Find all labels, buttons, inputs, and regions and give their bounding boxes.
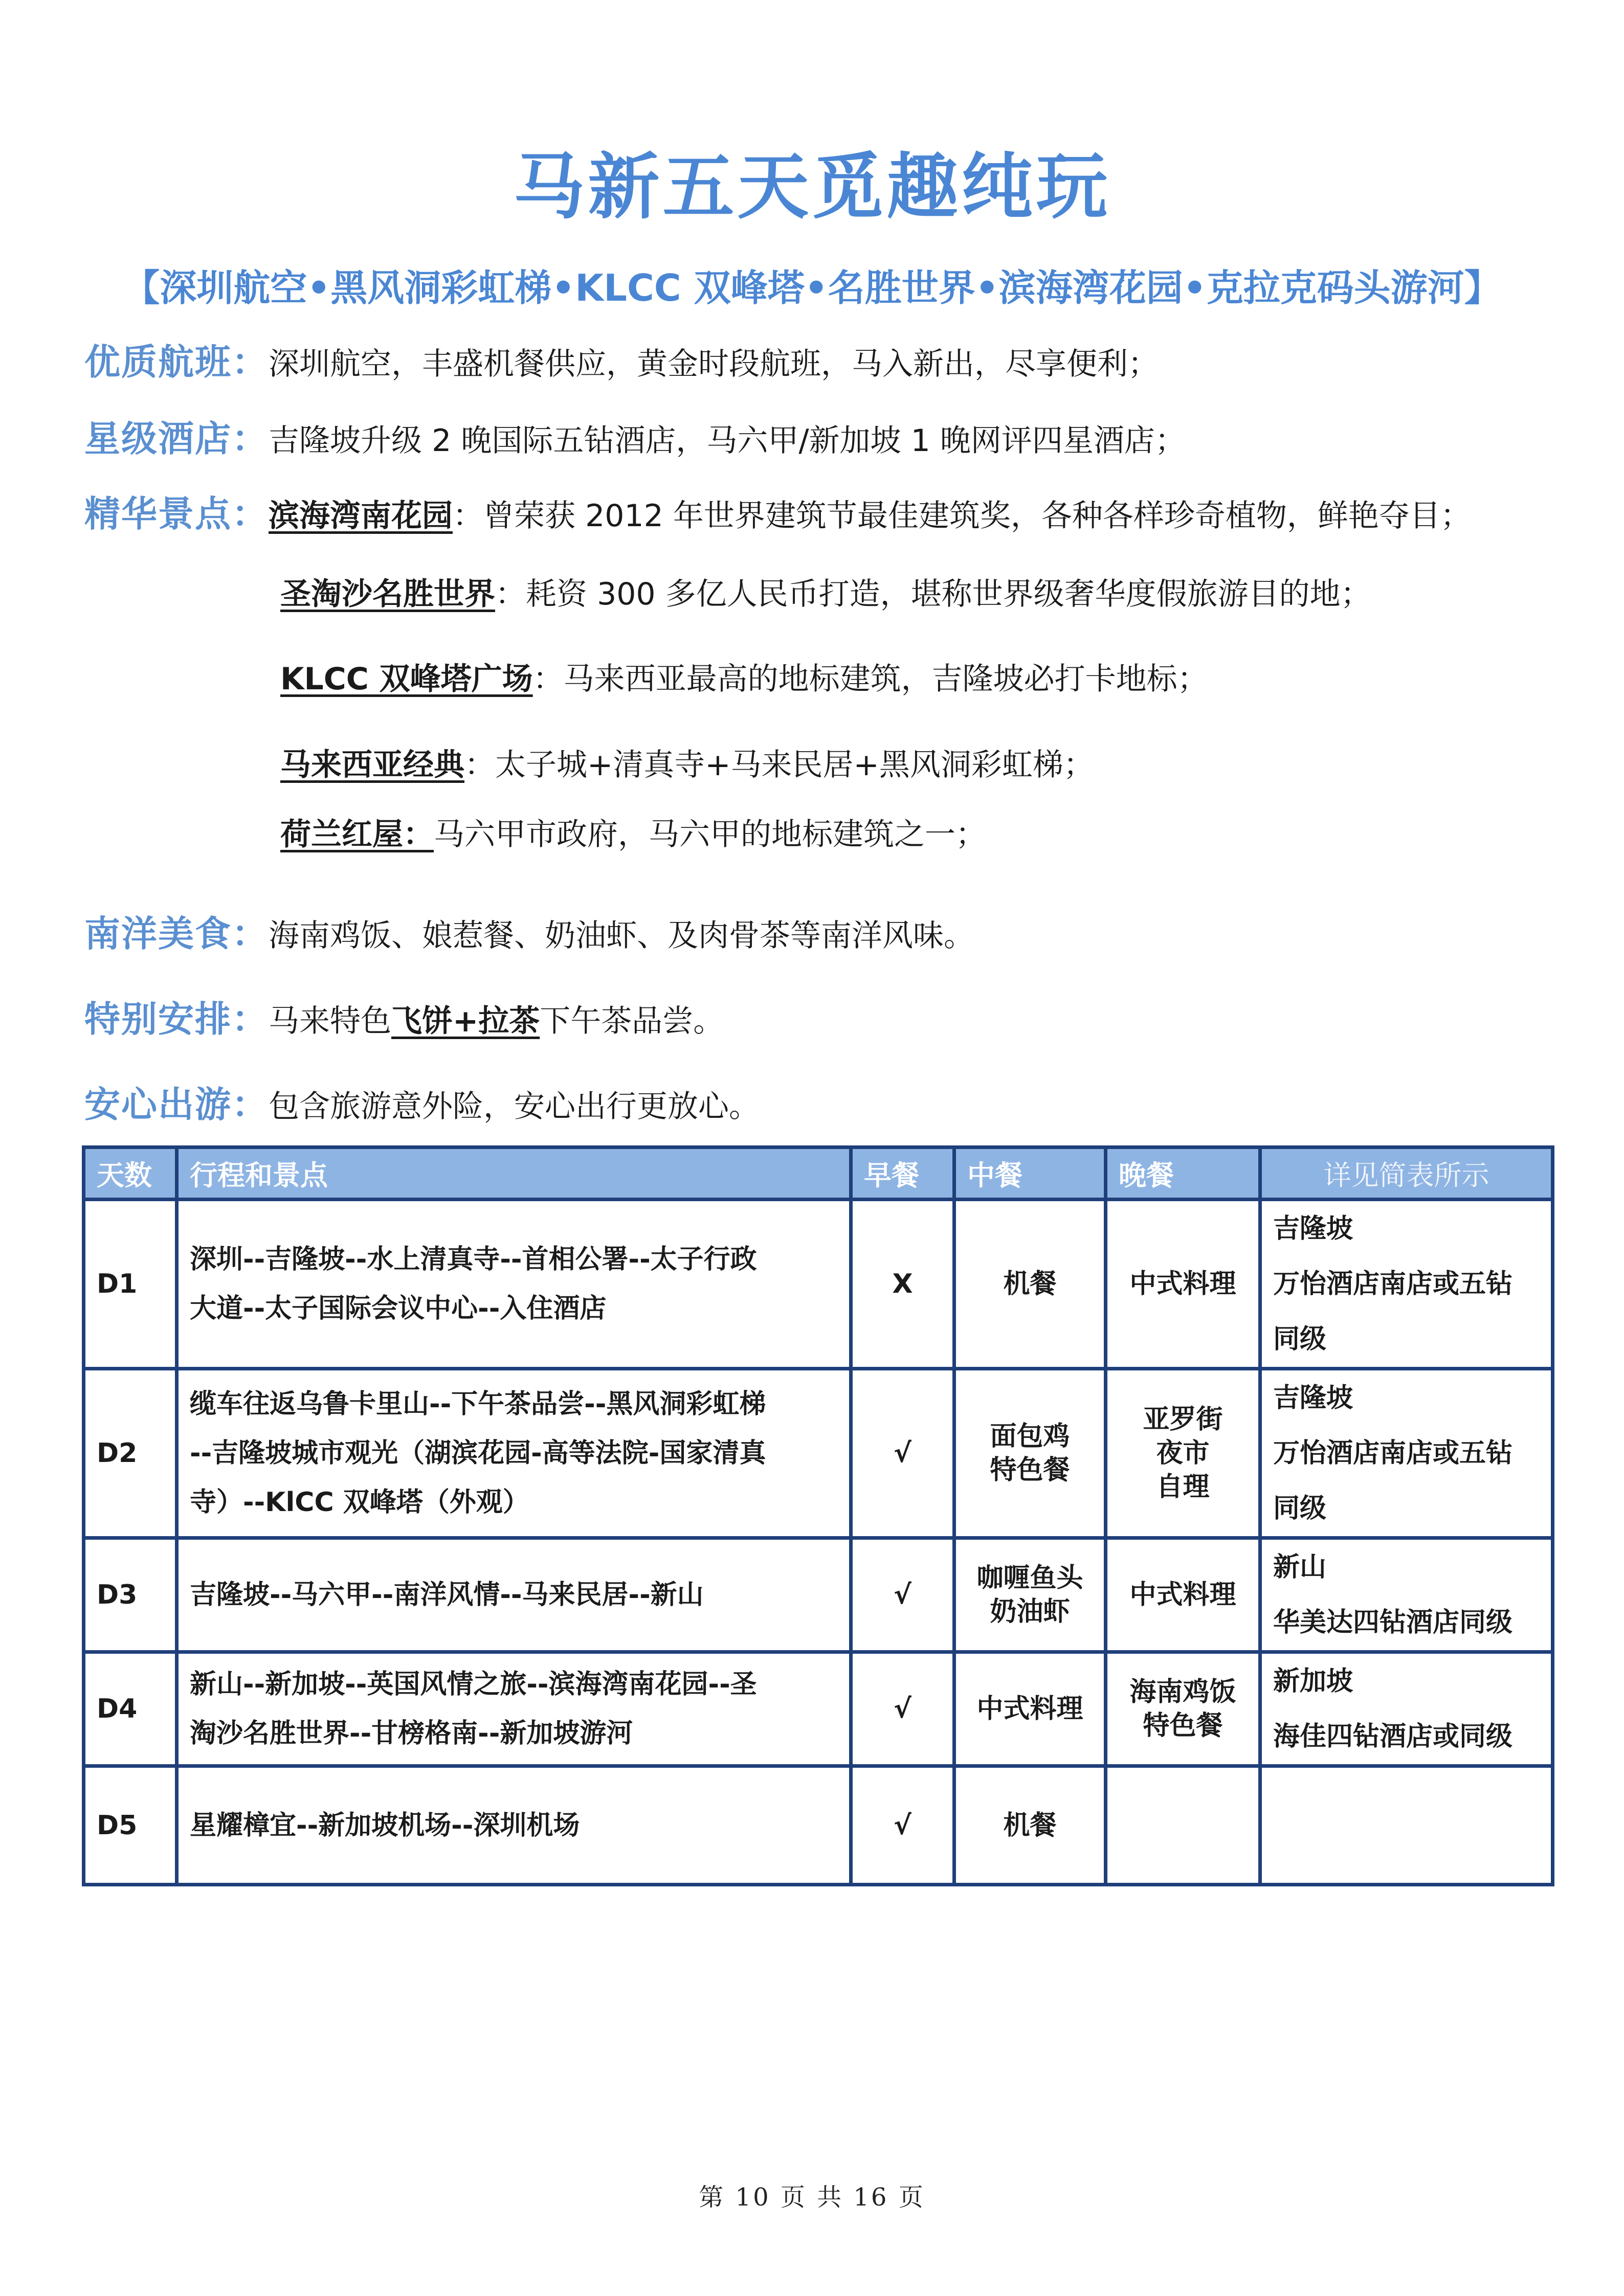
header-hotel: 详见简表所示 <box>1260 1147 1553 1200</box>
feature-food <box>84 908 974 969</box>
feature-text: 吉隆坡升级 2 晚国际五钻酒店，马六甲/新加坡 1 晚网评四星酒店； <box>269 423 1186 459</box>
route-cell <box>177 1200 851 1369</box>
sight-text: ：曾荣获 2012 年世界建筑节最佳建筑奖，各种各样珍奇植物，鲜艳夺目； <box>453 498 1471 534</box>
breakfast-cell: X <box>851 1200 954 1369</box>
cell-line: --吉隆坡城市观光（湖滨花园-高等法院-国家清真 <box>190 1438 766 1469</box>
feature-text: 下午茶品尝。 <box>540 1003 724 1039</box>
cell-line: 同级 <box>1273 1493 1327 1524</box>
cell-line: 万怡酒店南店或五钻 <box>1273 1438 1513 1469</box>
lunch-cell <box>954 1200 1106 1369</box>
cell-line: 寺）--KlCC 双峰塔（外观） <box>190 1487 529 1518</box>
day-cell: D2 <box>84 1369 177 1538</box>
page-footer: 第 10 页 共 16 页 <box>699 2183 925 2212</box>
table-row <box>84 1766 1553 1885</box>
feature-label: 优质航班： <box>84 341 269 383</box>
cell-line: 星耀樟宜--新加坡机场--深圳机场 <box>190 1810 580 1841</box>
hotel-cell <box>1260 1652 1553 1766</box>
cell-line: 中式料理 <box>1129 1269 1236 1299</box>
cell-line: 吉隆坡--马六甲--南洋风情--马来民居--新山 <box>190 1580 704 1610</box>
day-cell: D3 <box>84 1538 177 1652</box>
feature-flight <box>84 336 1159 397</box>
feature-sights <box>84 488 1471 549</box>
sight-text: 马六甲市政府，马六甲的地标建筑之一； <box>434 817 986 852</box>
lunch-cell <box>954 1766 1106 1885</box>
sight-item <box>280 569 1371 620</box>
cell-line: 夜市 <box>1156 1438 1210 1469</box>
breakfast-cell: √ <box>851 1766 954 1885</box>
cell-line: 淘沙名胜世界--甘榜格南--新加坡游河 <box>190 1718 633 1749</box>
sight-name: KLCC 双峰塔广场 <box>280 661 533 697</box>
cell-line: 亚罗街 <box>1143 1404 1223 1435</box>
cell-line: 新山--新加坡--英国风情之旅--滨海湾南花园--圣 <box>190 1669 757 1700</box>
table-row <box>84 1652 1553 1766</box>
dinner-cell <box>1106 1538 1260 1652</box>
header-breakfast: 早餐 <box>851 1147 954 1200</box>
cell-line: 机餐 <box>1003 1269 1057 1299</box>
table-row <box>84 1538 1553 1652</box>
breakfast-cell: √ <box>851 1538 954 1652</box>
page-subtitle: 【深圳航空•黑风洞彩虹梯•KLCC 双峰塔•名胜世界•滨海湾花园•克拉克码头游河】 <box>123 266 1501 309</box>
cell-line: 缆车往返乌鲁卡里山--下午茶品尝--黑风洞彩虹梯 <box>190 1389 766 1420</box>
feature-special <box>84 994 724 1054</box>
header-route: 行程和景点 <box>177 1147 851 1200</box>
feature-text: 深圳航空，丰盛机餐供应，黄金时段航班，马入新出，尽享便利； <box>269 346 1159 382</box>
dinner-cell <box>1106 1369 1260 1538</box>
route-cell <box>177 1369 851 1538</box>
cell-line: 咖喱鱼头 <box>976 1563 1083 1593</box>
hotel-cell <box>1260 1538 1553 1652</box>
day-cell: D1 <box>84 1200 177 1369</box>
sight-name: 圣淘沙名胜世界 <box>280 576 495 612</box>
dinner-cell <box>1106 1652 1260 1766</box>
hotel-cell <box>1260 1369 1553 1538</box>
route-cell <box>177 1766 851 1885</box>
cell-line: 吉隆坡 <box>1273 1383 1353 1413</box>
cell-line: 中式料理 <box>1129 1580 1236 1610</box>
feature-text: 包含旅游意外险，安心出行更放心。 <box>269 1089 760 1124</box>
cell-line: 机餐 <box>1003 1810 1057 1841</box>
lunch-cell <box>954 1652 1106 1766</box>
sight-item <box>280 739 1094 791</box>
sight-name: 马来西亚经典 <box>280 747 464 783</box>
feature-safety <box>84 1079 760 1140</box>
cell-line: 海南鸡饭 <box>1129 1677 1236 1707</box>
route-cell <box>177 1538 851 1652</box>
cell-line: 奶油虾 <box>990 1596 1070 1627</box>
feature-label: 南洋美食： <box>84 913 269 955</box>
header-dinner: 晚餐 <box>1106 1147 1260 1200</box>
cell-line: 自理 <box>1156 1472 1210 1502</box>
cell-line: 吉隆坡 <box>1273 1213 1353 1244</box>
sight-text: ：耗资 300 多亿人民币打造，堪称世界级奢华度假旅游目的地； <box>495 576 1371 612</box>
cell-line: 特色餐 <box>990 1455 1070 1485</box>
dinner-cell <box>1106 1766 1260 1885</box>
table-header-row <box>84 1147 1553 1200</box>
breakfast-cell: √ <box>851 1652 954 1766</box>
lunch-cell <box>954 1538 1106 1652</box>
header-lunch: 中餐 <box>954 1147 1106 1200</box>
feature-label: 特别安排： <box>84 998 269 1040</box>
hotel-cell <box>1260 1766 1553 1885</box>
feature-label: 安心出游： <box>84 1084 269 1126</box>
sight-name: 滨海湾南花园 <box>269 498 453 534</box>
cell-line: 面包鸡 <box>990 1421 1070 1452</box>
cell-line: 海佳四钻酒店或同级 <box>1273 1721 1513 1752</box>
day-cell: D5 <box>84 1766 177 1885</box>
page-title: 马新五天觅趣纯玩 <box>513 146 1111 229</box>
route-cell <box>177 1652 851 1766</box>
cell-line: 新加坡 <box>1273 1666 1353 1697</box>
sight-name: 荷兰红屋： <box>280 817 434 852</box>
cell-line: 特色餐 <box>1143 1710 1223 1741</box>
sight-text: ：太子城+清真寺+马来民居+黑风洞彩虹梯； <box>464 747 1094 783</box>
cell-line: 深圳--吉隆坡--水上清真寺--首相公署--太子行政 <box>190 1244 757 1275</box>
hotel-cell <box>1260 1200 1553 1369</box>
day-cell: D4 <box>84 1652 177 1766</box>
sight-item <box>280 654 1208 705</box>
sight-text: ：马来西亚最高的地标建筑，吉隆坡必打卡地标； <box>532 661 1208 697</box>
header-day: 天数 <box>84 1147 177 1200</box>
feature-text: 马来特色 <box>269 1003 391 1039</box>
feature-highlight: 飞饼+拉茶 <box>391 1003 540 1039</box>
itinerary-table <box>82 1145 1554 1886</box>
dinner-cell <box>1106 1200 1260 1369</box>
cell-line: 华美达四钻酒店同级 <box>1273 1607 1513 1638</box>
table-row <box>84 1200 1553 1369</box>
cell-line: 万怡酒店南店或五钻 <box>1273 1269 1513 1299</box>
breakfast-cell: √ <box>851 1369 954 1538</box>
cell-line: 大道--太子国际会议中心--入住酒店 <box>190 1293 607 1324</box>
feature-label: 精华景点： <box>84 493 269 535</box>
cell-line: 新山 <box>1273 1552 1327 1583</box>
feature-hotel <box>84 413 1186 474</box>
sight-item <box>280 809 986 860</box>
table-row <box>84 1369 1553 1538</box>
feature-text: 海南鸡饭、娘惹餐、奶油虾、及肉骨茶等南洋风味。 <box>269 918 974 954</box>
feature-label: 星级酒店： <box>84 418 269 460</box>
cell-line: 中式料理 <box>976 1694 1083 1724</box>
cell-line: 同级 <box>1273 1324 1327 1355</box>
lunch-cell <box>954 1369 1106 1538</box>
